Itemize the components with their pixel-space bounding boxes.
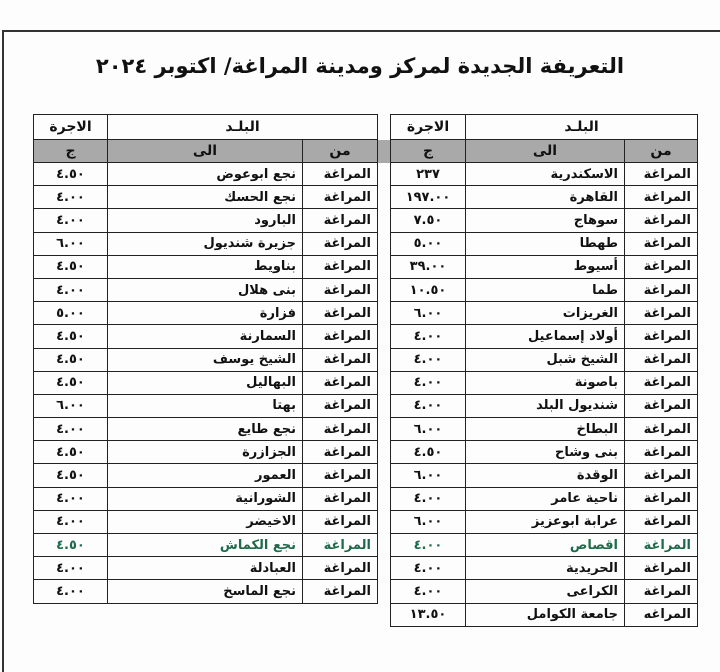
balad-header-right: البلـد — [466, 115, 698, 140]
empty-cell — [34, 603, 108, 626]
right-fare-cell: ١٩٧.٠٠ — [391, 186, 466, 209]
right-fare-cell: ٥.٠٠ — [391, 232, 466, 255]
column-gap — [378, 464, 391, 487]
right-from-cell: المراغة — [625, 163, 698, 186]
left-to-cell: نجع ابوعوض — [108, 163, 303, 186]
right-to-cell: الغريزات — [466, 302, 625, 325]
column-gap — [378, 115, 391, 140]
left-fare-cell: ٤.٥٠ — [34, 255, 108, 278]
left-to-cell: العبادلة — [108, 557, 303, 580]
right-to-cell: الكراعى — [466, 580, 625, 603]
right-to-cell: عرابة ابوعزيز — [466, 510, 625, 533]
right-to-cell: الحريدية — [466, 557, 625, 580]
left-from-cell: المراغة — [303, 464, 378, 487]
table-row — [34, 487, 698, 510]
right-fare-cell: ٦.٠٠ — [391, 418, 466, 441]
column-gap — [378, 232, 391, 255]
fare-table — [33, 114, 698, 627]
right-from-cell: المراغة — [625, 487, 698, 510]
right-to-cell: طما — [466, 278, 625, 301]
column-gap — [378, 255, 391, 278]
right-from-cell: المراغة — [625, 255, 698, 278]
column-gap — [378, 487, 391, 510]
left-fare-cell: ٤.٠٠ — [34, 209, 108, 232]
right-to-cell: أولاد إسماعيل — [466, 325, 625, 348]
left-to-cell: نجع طايع — [108, 418, 303, 441]
left-from-cell: المراغة — [303, 557, 378, 580]
left-to-cell: الشيخ يوسف — [108, 348, 303, 371]
left-from-cell: المراغة — [303, 441, 378, 464]
left-to-cell: نجع الحسك — [108, 186, 303, 209]
right-from-cell: المراغة — [625, 186, 698, 209]
right-from-cell: المراغة — [625, 232, 698, 255]
right-fare-cell: ٢٣٧ — [391, 163, 466, 186]
right-to-cell: شنديول البلد — [466, 394, 625, 417]
column-gap — [378, 603, 391, 626]
table-row — [34, 186, 698, 209]
right-from-cell: المراغة — [625, 441, 698, 464]
left-fare-cell: ٤.٠٠ — [34, 580, 108, 603]
column-gap — [378, 278, 391, 301]
left-from-cell: المراغة — [303, 418, 378, 441]
right-from-cell: المراغة — [625, 557, 698, 580]
right-to-cell: اقصاص — [466, 534, 625, 557]
right-fare-cell: ٤.٠٠ — [391, 487, 466, 510]
table-row — [34, 441, 698, 464]
left-from-cell: المراغة — [303, 302, 378, 325]
table-row — [34, 510, 698, 533]
left-to-cell: جزيرة شنديول — [108, 232, 303, 255]
left-fare-cell: ٤.٥٠ — [34, 348, 108, 371]
left-fare-cell: ٤.٠٠ — [34, 487, 108, 510]
left-to-cell: بنى هلال — [108, 278, 303, 301]
right-from-cell: المراغة — [625, 302, 698, 325]
right-fare-cell: ٦.٠٠ — [391, 464, 466, 487]
column-gap — [378, 534, 391, 557]
left-fare-cell: ٤.٥٠ — [34, 534, 108, 557]
right-fare-cell: ١٠.٥٠ — [391, 278, 466, 301]
right-from-cell: المراغة — [625, 209, 698, 232]
table-row — [34, 464, 698, 487]
table-row — [34, 371, 698, 394]
right-fare-cell: ٧.٥٠ — [391, 209, 466, 232]
left-to-cell: بناويط — [108, 255, 303, 278]
right-fare-cell: ٤.٠٠ — [391, 557, 466, 580]
fare-header-right: الاجرة — [391, 115, 466, 140]
right-to-cell: الوقدة — [466, 464, 625, 487]
right-to-cell: البطاخ — [466, 418, 625, 441]
column-gap — [378, 325, 391, 348]
left-to-cell: نجع الكماش — [108, 534, 303, 557]
header-row-titles — [34, 115, 698, 140]
right-from-cell: المراغة — [625, 580, 698, 603]
right-to-cell: طهطا — [466, 232, 625, 255]
left-to-cell: البهاليل — [108, 371, 303, 394]
right-from-cell: المراغة — [625, 418, 698, 441]
column-gap — [378, 441, 391, 464]
table-row — [34, 209, 698, 232]
right-to-cell: الشيخ شبل — [466, 348, 625, 371]
right-to-cell: باصونة — [466, 371, 625, 394]
left-from-cell: المراغة — [303, 487, 378, 510]
right-to-cell: جامعة الكوامل — [466, 603, 625, 626]
right-fare-cell: ٤.٥٠ — [391, 441, 466, 464]
left-fare-cell: ٤.٥٠ — [34, 441, 108, 464]
left-fare-cell: ٤.٠٠ — [34, 186, 108, 209]
right-from-cell: المراغة — [625, 371, 698, 394]
table-row — [34, 163, 698, 186]
right-from-cell: المراغة — [625, 510, 698, 533]
right-fare-cell: ٦.٠٠ — [391, 302, 466, 325]
left-from-cell: المراغة — [303, 394, 378, 417]
currency-header-right: ج — [391, 140, 466, 163]
right-fare-cell: ٤.٠٠ — [391, 580, 466, 603]
column-gap — [378, 580, 391, 603]
right-fare-cell: ٤.٠٠ — [391, 325, 466, 348]
right-to-cell: بنى وشاح — [466, 441, 625, 464]
table-row — [34, 580, 698, 603]
column-gap — [378, 302, 391, 325]
table-row — [34, 302, 698, 325]
left-from-cell: المراغة — [303, 371, 378, 394]
from-header-right: من — [625, 140, 698, 163]
left-from-cell: المراغة — [303, 209, 378, 232]
right-fare-cell: ٣٩.٠٠ — [391, 255, 466, 278]
left-to-cell: فزارة — [108, 302, 303, 325]
currency-header-left: ج — [34, 140, 108, 163]
column-gap — [378, 348, 391, 371]
left-fare-cell: ٤.٠٠ — [34, 510, 108, 533]
left-to-cell: الشورانية — [108, 487, 303, 510]
left-from-cell: المراغة — [303, 325, 378, 348]
left-fare-cell: ٤.٥٠ — [34, 464, 108, 487]
left-fare-cell: ٥.٠٠ — [34, 302, 108, 325]
column-gap — [378, 510, 391, 533]
left-from-cell: المراغة — [303, 255, 378, 278]
left-fare-cell: ٤.٠٠ — [34, 418, 108, 441]
to-header-left: الى — [108, 140, 303, 163]
header-row-subtitles — [34, 140, 698, 163]
table-row — [34, 278, 698, 301]
left-fare-cell: ٤.٠٠ — [34, 278, 108, 301]
right-to-cell: القاهرة — [466, 186, 625, 209]
table-row — [34, 394, 698, 417]
right-from-cell: المراغة — [625, 394, 698, 417]
left-fare-cell: ٤.٥٠ — [34, 371, 108, 394]
left-to-cell: الاخيضر — [108, 510, 303, 533]
left-from-cell: المراغة — [303, 278, 378, 301]
left-fare-cell: ٤.٠٠ — [34, 557, 108, 580]
table-row — [34, 348, 698, 371]
column-gap — [378, 140, 391, 163]
table-row — [34, 418, 698, 441]
right-fare-cell: ٤.٠٠ — [391, 394, 466, 417]
right-fare-cell: ١٣.٥٠ — [391, 603, 466, 626]
column-gap — [378, 418, 391, 441]
right-to-cell: ناحية عامر — [466, 487, 625, 510]
right-fare-cell: ٦.٠٠ — [391, 510, 466, 533]
right-from-cell: المراغة — [625, 325, 698, 348]
table-row — [34, 325, 698, 348]
table-row — [34, 255, 698, 278]
left-fare-cell: ٦.٠٠ — [34, 394, 108, 417]
empty-cell — [303, 603, 378, 626]
left-to-cell: البارود — [108, 209, 303, 232]
table-row — [34, 603, 698, 626]
left-from-cell: المراغة — [303, 163, 378, 186]
left-from-cell: المراغة — [303, 186, 378, 209]
right-to-cell: سوهاج — [466, 209, 625, 232]
left-to-cell: بهتا — [108, 394, 303, 417]
left-from-cell: المراغة — [303, 232, 378, 255]
empty-cell — [108, 603, 303, 626]
right-to-cell: أسيوط — [466, 255, 625, 278]
fare-header-left: الاجرة — [34, 115, 108, 140]
right-from-cell: المراغه — [625, 603, 698, 626]
right-to-cell: الاسكندرية — [466, 163, 625, 186]
right-fare-cell: ٤.٠٠ — [391, 348, 466, 371]
balad-header-left: البلـد — [108, 115, 378, 140]
column-gap — [378, 557, 391, 580]
column-gap — [378, 163, 391, 186]
left-fare-cell: ٤.٥٠ — [34, 163, 108, 186]
left-to-cell: نجع الماسخ — [108, 580, 303, 603]
table-row — [34, 557, 698, 580]
left-from-cell: المراغة — [303, 580, 378, 603]
column-gap — [378, 371, 391, 394]
left-fare-cell: ٤.٥٠ — [34, 325, 108, 348]
table-row — [34, 232, 698, 255]
left-fare-cell: ٦.٠٠ — [34, 232, 108, 255]
left-from-cell: المراغة — [303, 534, 378, 557]
column-gap — [378, 209, 391, 232]
from-header-left: من — [303, 140, 378, 163]
left-to-cell: العمور — [108, 464, 303, 487]
column-gap — [378, 394, 391, 417]
right-fare-cell: ٤.٠٠ — [391, 534, 466, 557]
right-fare-cell: ٤.٠٠ — [391, 371, 466, 394]
right-from-cell: المراغة — [625, 464, 698, 487]
left-from-cell: المراغة — [303, 348, 378, 371]
right-from-cell: المراغة — [625, 348, 698, 371]
right-from-cell: المراغة — [625, 278, 698, 301]
document-title: التعريفة الجديدة لمركز ومدينة المراغة/ اكتوبر ٢٠٢٤ — [95, 54, 625, 78]
table-row — [34, 534, 698, 557]
right-from-cell: المراغة — [625, 534, 698, 557]
to-header-right: الى — [466, 140, 625, 163]
left-from-cell: المراغة — [303, 510, 378, 533]
column-gap — [378, 186, 391, 209]
left-to-cell: السمارنة — [108, 325, 303, 348]
left-to-cell: الجزازرة — [108, 441, 303, 464]
